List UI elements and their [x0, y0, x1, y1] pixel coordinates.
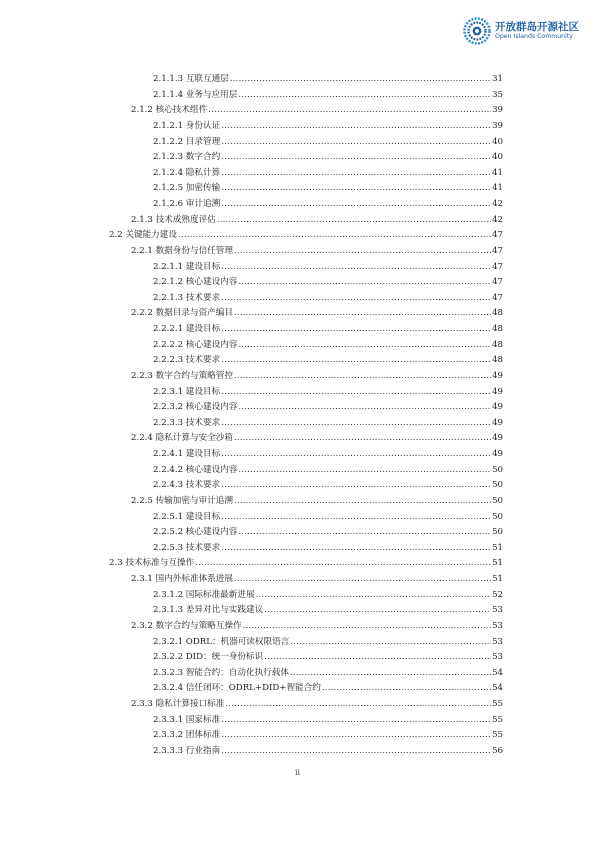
toc-dot-leader — [225, 697, 491, 713]
toc-dot-leader — [208, 103, 491, 119]
toc-dot-leader — [221, 478, 491, 494]
toc-entry-title: 2.2.3.2 核心建设内容 — [153, 402, 238, 413]
community-logo — [463, 17, 583, 47]
toc-entry-page: 53 — [492, 605, 503, 616]
page-number: ii — [294, 768, 301, 777]
toc-dot-leader — [238, 275, 491, 291]
toc-entry-page: 41 — [492, 183, 503, 194]
toc-dot-leader — [195, 556, 491, 572]
toc-entry-title: 2.2.5.1 建设目标 — [153, 511, 221, 522]
table-of-contents — [0, 72, 595, 760]
toc-entry-page: 55 — [492, 714, 503, 725]
toc-entry[interactable] — [0, 275, 595, 291]
toc-dot-leader — [178, 228, 491, 244]
toc-entry[interactable] — [0, 431, 595, 447]
toc-dot-leader — [221, 713, 491, 729]
toc-dot-leader — [221, 150, 491, 166]
toc-entry[interactable] — [0, 510, 595, 526]
toc-entry-title: 2.2.2 数据目录与资产编目 — [131, 308, 233, 319]
toc-entry[interactable] — [0, 369, 595, 385]
toc-entry-page: 39 — [492, 105, 503, 116]
toc-entry[interactable] — [0, 322, 595, 338]
toc-entry-page: 42 — [492, 199, 503, 209]
toc-entry-title: 2.2.1.2 核心建设内容 — [153, 277, 238, 288]
toc-entry-page: 49 — [492, 402, 503, 413]
toc-entry-page: 53 — [492, 652, 503, 663]
toc-entry[interactable] — [0, 260, 595, 276]
toc-entry[interactable] — [0, 525, 595, 541]
toc-entry-page: 54 — [492, 683, 503, 694]
toc-entry[interactable] — [0, 697, 595, 713]
toc-entry-title: 2.2.1 数据身份与信任管理 — [131, 245, 233, 256]
toc-entry[interactable] — [0, 72, 595, 88]
toc-entry-page: 48 — [492, 339, 503, 350]
toc-entry-title: 2.3.3.2 团体标准 — [153, 730, 221, 741]
toc-dot-leader — [221, 744, 491, 760]
toc-entry-page: 40 — [492, 136, 503, 147]
toc-dot-leader — [221, 135, 491, 151]
toc-entry[interactable] — [0, 556, 595, 572]
toc-entry-page: 48 — [492, 324, 503, 334]
toc-entry-page: 47 — [492, 245, 503, 256]
toc-entry-title: 2.1.2.4 隐私计算 — [153, 167, 221, 178]
toc-entry-page: 49 — [492, 370, 503, 381]
toc-dot-leader — [221, 416, 491, 432]
toc-entry-page: 50 — [492, 511, 503, 522]
toc-entry[interactable] — [0, 572, 595, 588]
toc-dot-leader — [264, 650, 491, 666]
toc-dot-leader — [290, 666, 491, 682]
toc-entry-title: 2.1.2.2 目录管理 — [153, 136, 221, 147]
toc-entry[interactable] — [0, 588, 595, 604]
toc-entry-page: 42 — [492, 214, 503, 225]
toc-entry[interactable] — [0, 166, 595, 182]
toc-dot-leader — [221, 510, 491, 526]
toc-entry[interactable] — [0, 244, 595, 260]
toc-dot-leader — [234, 494, 491, 510]
toc-entry-title: 2.2.5.3 技术要求 — [153, 542, 221, 553]
toc-dot-leader — [221, 322, 491, 338]
toc-entry-title: 2.3.1.2 国际标准最新进展 — [153, 589, 255, 600]
toc-entry-title: 2.3.3.1 国家标准 — [153, 714, 221, 725]
toc-dot-leader — [238, 88, 491, 104]
toc-entry-page: 52 — [492, 589, 503, 600]
toc-entry-title: 2.2.1.3 技术要求 — [153, 292, 221, 303]
toc-entry-page: 50 — [492, 527, 503, 538]
toc-entry-title: 2.1.1.3 互联互通层 — [153, 74, 229, 84]
toc-entry-page: 54 — [492, 667, 503, 678]
toc-entry-title: 2.2.5.2 核心建设内容 — [153, 527, 238, 538]
toc-entry[interactable] — [0, 197, 595, 213]
toc-dot-leader — [221, 260, 491, 276]
logo-chinese-name: 开放群岛开源社区 — [495, 21, 579, 33]
toc-dot-leader — [238, 525, 491, 541]
toc-entry-title: 2.3.3.3 行业指南 — [153, 745, 221, 756]
toc-entry[interactable] — [0, 88, 595, 104]
toc-entry[interactable] — [0, 713, 595, 729]
toc-entry-page: 53 — [492, 636, 503, 647]
community-emblem-icon — [463, 17, 491, 45]
toc-dot-leader — [238, 400, 491, 416]
toc-dot-leader — [234, 431, 491, 447]
toc-entry-page: 56 — [492, 745, 503, 756]
toc-dot-leader — [234, 572, 491, 588]
toc-entry-title: 2.2 关键能力建设 — [109, 230, 177, 241]
toc-entry[interactable] — [0, 603, 595, 619]
toc-dot-leader — [230, 72, 491, 88]
toc-entry[interactable] — [0, 400, 595, 416]
toc-entry[interactable] — [0, 181, 595, 197]
toc-entry[interactable] — [0, 666, 595, 682]
toc-dot-leader — [234, 244, 491, 260]
toc-entry-page: 51 — [492, 542, 503, 553]
toc-dot-leader — [221, 197, 491, 213]
toc-entry-page: 49 — [492, 386, 503, 397]
toc-entry-title: 2.3.1 国内外标准体系进展 — [131, 574, 233, 584]
toc-dot-leader — [238, 463, 491, 479]
toc-dot-leader — [221, 541, 491, 557]
logo-english-name: Open Islands Community — [495, 33, 573, 40]
toc-dot-leader — [264, 603, 491, 619]
toc-entry[interactable] — [0, 619, 595, 635]
toc-entry-page: 48 — [492, 355, 503, 366]
toc-entry-title: 2.2.4.2 核心建设内容 — [153, 464, 238, 475]
toc-dot-leader — [221, 291, 491, 307]
toc-entry[interactable] — [0, 103, 595, 119]
toc-entry-page: 35 — [492, 89, 503, 100]
toc-entry-title: 2.2.2.1 建设目标 — [153, 324, 221, 334]
toc-dot-leader — [221, 181, 491, 197]
toc-entry-title: 2.2.2.3 技术要求 — [153, 355, 221, 366]
toc-entry-page: 47 — [492, 292, 503, 303]
toc-entry-title: 2.1.2.6 审计追溯 — [153, 199, 221, 209]
toc-entry-title: 2.2.4 隐私计算与安全沙箱 — [131, 433, 233, 444]
toc-entry-page: 41 — [492, 167, 503, 178]
toc-dot-leader — [221, 119, 491, 135]
toc-entry-title: 2.3.1.3 差异对比与实践建议 — [153, 605, 264, 616]
toc-entry-title: 2.1.2.1 身份认证 — [153, 120, 221, 131]
toc-entry[interactable] — [0, 385, 595, 401]
toc-entry-title: 2.2.5 传输加密与审计追溯 — [131, 495, 233, 506]
toc-entry-page: 49 — [492, 417, 503, 428]
toc-dot-leader — [322, 681, 491, 697]
toc-entry[interactable] — [0, 447, 595, 463]
toc-entry[interactable] — [0, 228, 595, 244]
toc-entry-title: 2.2.3 数字合约与策略管控 — [131, 370, 233, 381]
toc-entry-page: 50 — [492, 464, 503, 475]
toc-entry[interactable] — [0, 744, 595, 760]
toc-entry-page: 51 — [492, 574, 503, 584]
toc-entry-title: 2.3 技术标准与互操作 — [109, 558, 195, 569]
toc-entry[interactable] — [0, 291, 595, 307]
toc-entry-title: 2.1.3 技术成熟度评估 — [131, 214, 216, 225]
toc-dot-leader — [221, 728, 491, 744]
toc-entry[interactable] — [0, 150, 595, 166]
toc-entry-page: 55 — [492, 730, 503, 741]
toc-entry-page: 50 — [492, 480, 503, 491]
toc-entry[interactable] — [0, 306, 595, 322]
toc-entry-title: 2.1.2 核心技术组件 — [131, 105, 208, 116]
toc-entry-page: 47 — [492, 277, 503, 288]
toc-entry-page: 49 — [492, 449, 503, 459]
toc-entry[interactable] — [0, 650, 595, 666]
toc-entry-page: 40 — [492, 152, 503, 163]
toc-entry-title: 2.1.2.5 加密传输 — [153, 183, 221, 194]
toc-entry-title: 2.3.2.2 DID：统一身份标识 — [153, 652, 264, 663]
toc-entry-title: 2.3.2.4 信任闭环：ODRL+DID+智能合约 — [153, 683, 321, 694]
toc-entry-title: 2.1.1.4 业务与应用层 — [153, 89, 238, 100]
toc-entry-title: 2.3.2.1 ODRL：机器可读权限语言 — [153, 636, 290, 647]
toc-dot-leader — [234, 369, 491, 385]
toc-dot-leader — [221, 447, 491, 463]
toc-entry-title: 2.3.3 隐私计算接口标准 — [131, 699, 225, 709]
toc-entry[interactable] — [0, 494, 595, 510]
toc-entry[interactable] — [0, 135, 595, 151]
toc-dot-leader — [238, 338, 491, 354]
toc-entry-page: 50 — [492, 495, 503, 506]
toc-dot-leader — [217, 213, 491, 229]
toc-entry[interactable] — [0, 338, 595, 354]
toc-dot-leader — [221, 385, 491, 401]
toc-entry-title: 2.2.2.2 核心建设内容 — [153, 339, 238, 350]
toc-entry-title: 2.3.2.3 智能合约：自动化执行载体 — [153, 667, 289, 678]
toc-dot-leader — [234, 306, 491, 322]
toc-entry-page: 39 — [492, 120, 503, 131]
toc-entry-page: 31 — [492, 74, 503, 84]
toc-dot-leader — [290, 635, 491, 651]
toc-entry-page: 51 — [492, 558, 503, 569]
toc-entry-page: 49 — [492, 433, 503, 444]
toc-entry-page: 55 — [492, 699, 503, 709]
toc-entry[interactable] — [0, 541, 595, 557]
toc-entry[interactable] — [0, 681, 595, 697]
toc-dot-leader — [243, 619, 492, 635]
toc-entry[interactable] — [0, 478, 595, 494]
toc-entry-title: 2.2.4.3 技术要求 — [153, 480, 221, 491]
toc-entry[interactable] — [0, 416, 595, 432]
toc-entry[interactable] — [0, 635, 595, 651]
toc-entry[interactable] — [0, 213, 595, 229]
toc-entry[interactable] — [0, 119, 595, 135]
toc-entry[interactable] — [0, 463, 595, 479]
toc-entry-page: 53 — [492, 620, 503, 631]
toc-entry[interactable] — [0, 728, 595, 744]
toc-entry-page: 47 — [492, 261, 503, 272]
toc-dot-leader — [221, 166, 491, 182]
toc-entry-page: 48 — [492, 308, 503, 319]
toc-entry-title: 2.2.4.1 建设目标 — [153, 449, 221, 459]
toc-entry[interactable] — [0, 353, 595, 369]
toc-dot-leader — [256, 588, 492, 604]
toc-entry-title: 2.2.3.1 建设目标 — [153, 386, 221, 397]
toc-entry-title: 2.2.3.3 技术要求 — [153, 417, 221, 428]
toc-entry-title: 2.3.2 数字合约与策略互操作 — [131, 620, 242, 631]
toc-entry-title: 2.1.2.3 数字合约 — [153, 152, 221, 163]
toc-entry-title: 2.2.1.1 建设目标 — [153, 261, 221, 272]
toc-dot-leader — [221, 353, 491, 369]
toc-entry-page: 47 — [492, 230, 503, 241]
